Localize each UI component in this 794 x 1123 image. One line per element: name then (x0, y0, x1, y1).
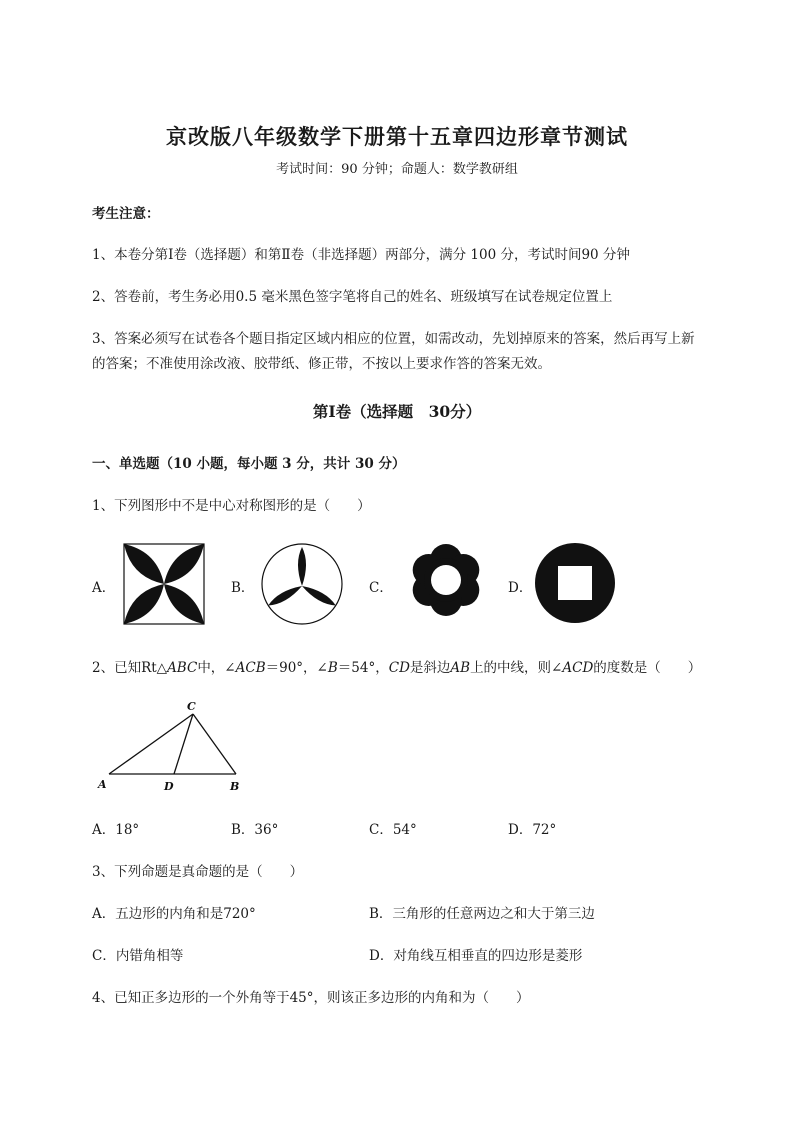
notice-item-3-cont: 的答案；不准使用涂改液、胶带纸、修正带，不按以上要求作答的答案无效。 (92, 356, 551, 372)
q3-option-b: B．三角形的任意两边之和大于第三边 (369, 906, 595, 922)
q2-text: ＝54°， (337, 660, 389, 676)
q2-text: 中，∠ (197, 660, 236, 676)
q2-var-abc: ABC (167, 660, 198, 676)
q2-var-cd: CD (388, 660, 410, 676)
q2-option-b: B．36° (231, 822, 279, 838)
page-subtitle: 考试时间：90 分钟；命题人：数学教研组 (276, 162, 518, 177)
question-4-stem: 4、已知正多边形的一个外角等于45°，则该正多边形的内角和为（ ） (92, 990, 530, 1006)
notice-item-2: 2、答卷前，考生务必用0.5 毫米黑色签字笔将自己的姓名、班级填写在试卷规定位置上 (92, 289, 613, 305)
q1-option-c-label: C． (369, 580, 393, 596)
six-petal-flower-figure (407, 541, 485, 619)
section-title: 第Ⅰ卷（选择题 30分） (312, 402, 482, 421)
notice-item-1: 1、本卷分第Ⅰ卷（选择题）和第Ⅱ卷（非选择题）两部分，满分 100 分，考试时间90 分钟 (92, 247, 630, 263)
question-2-stem (92, 656, 701, 676)
notice-item-3: 3、答案必须写在试卷各个题目指定区域内相应的位置，如需改动，先划掉原来的答案，然后再写上新 (92, 331, 695, 347)
q2-var-acb: ACB (235, 660, 266, 676)
question-1-stem: 1、下列图形中不是中心对称图形的是（ ） (92, 498, 371, 514)
q2-var-acd: ACD (562, 660, 594, 676)
vertex-label-b: B (230, 780, 240, 793)
question-3-stem: 3、下列命题是真命题的是（ ） (92, 864, 304, 880)
q2-text: 是斜边 (409, 660, 451, 676)
q2-text: 2、已知Rt△ (92, 660, 168, 676)
q2-option-d: D．72° (508, 822, 557, 838)
q3-option-a: A．五边形的内角和是720° (92, 906, 256, 922)
vertex-label-d: D (164, 780, 174, 793)
part-heading: 一、单选题（10 小题，每小题 3 分，共计 30 分） (92, 456, 406, 472)
three-blade-circle-figure (261, 543, 343, 625)
coin-square-hole-figure (534, 542, 616, 624)
q3-option-c: C．内错角相等 (92, 948, 184, 964)
q1-option-b-label: B． (231, 580, 255, 596)
q2-option-a: A．18° (92, 822, 140, 838)
triangle-figure (96, 698, 256, 798)
q2-text: 的度数是（ ） (593, 660, 702, 676)
q2-text: ＝90°，∠ (265, 660, 328, 676)
page-title: 京改版八年级数学下册第十五章四边形章节测试 (166, 124, 628, 149)
q1-option-d-label: D． (508, 580, 533, 596)
q2-text: 上的中线，则∠ (470, 660, 563, 676)
notice-heading: 考生注意： (92, 206, 160, 222)
q2-var-b: B (327, 660, 338, 676)
q2-var-ab: AB (450, 660, 471, 676)
four-petal-square-figure (123, 543, 205, 625)
q2-option-c: C．54° (369, 822, 417, 838)
q3-option-d: D．对角线互相垂直的四边形是菱形 (369, 948, 583, 964)
vertex-label-a: A (98, 778, 107, 791)
q1-option-a-label: A． (92, 580, 116, 596)
vertex-label-c: C (187, 700, 196, 713)
